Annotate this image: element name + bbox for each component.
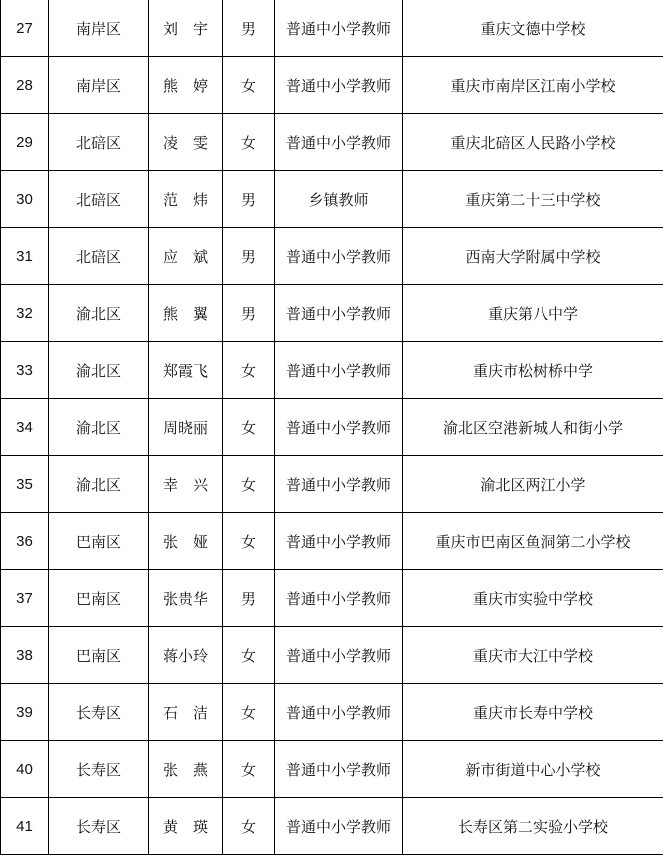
name-cell: 张贵华	[149, 570, 223, 627]
row-number: 33	[1, 342, 49, 399]
district-cell: 渝北区	[49, 456, 149, 513]
district-cell: 长寿区	[49, 684, 149, 741]
category-cell: 普通中小学教师	[275, 342, 403, 399]
gender-cell: 女	[223, 342, 275, 399]
gender-cell: 男	[223, 285, 275, 342]
category-cell: 普通中小学教师	[275, 570, 403, 627]
category-cell: 普通中小学教师	[275, 399, 403, 456]
gender-cell: 女	[223, 399, 275, 456]
district-cell: 渝北区	[49, 399, 149, 456]
row-number: 39	[1, 684, 49, 741]
district-cell: 北碚区	[49, 228, 149, 285]
school-cell: 新市街道中心小学校	[403, 741, 663, 798]
category-cell: 普通中小学教师	[275, 228, 403, 285]
school-cell: 重庆文德中学校	[403, 0, 663, 57]
name-cell: 刘 宇	[149, 0, 223, 57]
gender-cell: 女	[223, 741, 275, 798]
district-cell: 北碚区	[49, 171, 149, 228]
category-cell: 普通中小学教师	[275, 684, 403, 741]
table-row	[1, 798, 663, 855]
name-cell: 黄 瑛	[149, 798, 223, 855]
school-cell: 西南大学附属中学校	[403, 228, 663, 285]
school-cell: 重庆市巴南区鱼洞第二小学校	[403, 513, 663, 570]
name-cell: 应 斌	[149, 228, 223, 285]
category-cell: 普通中小学教师	[275, 513, 403, 570]
gender-cell: 男	[223, 228, 275, 285]
table-row	[1, 171, 663, 228]
table-row	[1, 0, 663, 57]
name-cell: 范 炜	[149, 171, 223, 228]
category-cell: 普通中小学教师	[275, 285, 403, 342]
table-row	[1, 456, 663, 513]
category-cell: 普通中小学教师	[275, 114, 403, 171]
school-cell: 重庆市松树桥中学	[403, 342, 663, 399]
school-cell: 重庆第八中学	[403, 285, 663, 342]
gender-cell: 女	[223, 114, 275, 171]
table-row	[1, 684, 663, 741]
row-number: 29	[1, 114, 49, 171]
name-cell: 熊 婷	[149, 57, 223, 114]
school-cell: 长寿区第二实验小学校	[403, 798, 663, 855]
row-number: 28	[1, 57, 49, 114]
gender-cell: 女	[223, 684, 275, 741]
name-cell: 郑霞飞	[149, 342, 223, 399]
name-cell: 凌 雯	[149, 114, 223, 171]
table-row	[1, 342, 663, 399]
row-number: 35	[1, 456, 49, 513]
name-cell: 蒋小玲	[149, 627, 223, 684]
district-cell: 巴南区	[49, 627, 149, 684]
row-number: 37	[1, 570, 49, 627]
district-cell: 长寿区	[49, 741, 149, 798]
school-cell: 重庆第二十三中学校	[403, 171, 663, 228]
category-cell: 普通中小学教师	[275, 627, 403, 684]
gender-cell: 女	[223, 513, 275, 570]
row-number: 32	[1, 285, 49, 342]
gender-cell: 女	[223, 627, 275, 684]
gender-cell: 男	[223, 0, 275, 57]
row-number: 41	[1, 798, 49, 855]
row-number: 36	[1, 513, 49, 570]
school-cell: 重庆市长寿中学校	[403, 684, 663, 741]
school-cell: 重庆市大江中学校	[403, 627, 663, 684]
school-cell: 渝北区空港新城人和街小学	[403, 399, 663, 456]
row-number: 27	[1, 0, 49, 57]
district-cell: 渝北区	[49, 342, 149, 399]
name-cell: 幸 兴	[149, 456, 223, 513]
category-cell: 普通中小学教师	[275, 741, 403, 798]
table-row	[1, 513, 663, 570]
row-number: 31	[1, 228, 49, 285]
name-cell: 周晓丽	[149, 399, 223, 456]
table-row	[1, 399, 663, 456]
category-cell: 普通中小学教师	[275, 456, 403, 513]
category-cell: 普通中小学教师	[275, 57, 403, 114]
district-cell: 北碚区	[49, 114, 149, 171]
gender-cell: 女	[223, 57, 275, 114]
row-number: 34	[1, 399, 49, 456]
table-body	[1, 0, 663, 855]
gender-cell: 男	[223, 570, 275, 627]
school-cell: 重庆市南岸区江南小学校	[403, 57, 663, 114]
table-row	[1, 570, 663, 627]
district-cell: 长寿区	[49, 798, 149, 855]
name-cell: 张 娅	[149, 513, 223, 570]
school-cell: 重庆市实验中学校	[403, 570, 663, 627]
district-cell: 南岸区	[49, 0, 149, 57]
gender-cell: 女	[223, 798, 275, 855]
row-number: 40	[1, 741, 49, 798]
district-cell: 南岸区	[49, 57, 149, 114]
table-row	[1, 228, 663, 285]
name-cell: 张 燕	[149, 741, 223, 798]
category-cell: 乡镇教师	[275, 171, 403, 228]
table-row	[1, 285, 663, 342]
school-cell: 重庆北碚区人民路小学校	[403, 114, 663, 171]
school-cell: 渝北区两江小学	[403, 456, 663, 513]
category-cell: 普通中小学教师	[275, 0, 403, 57]
row-number: 30	[1, 171, 49, 228]
table-row	[1, 741, 663, 798]
gender-cell: 女	[223, 456, 275, 513]
district-cell: 巴南区	[49, 570, 149, 627]
gender-cell: 男	[223, 171, 275, 228]
category-cell: 普通中小学教师	[275, 798, 403, 855]
name-cell: 熊 翼	[149, 285, 223, 342]
table-row	[1, 57, 663, 114]
district-cell: 渝北区	[49, 285, 149, 342]
district-cell: 巴南区	[49, 513, 149, 570]
name-cell: 石 洁	[149, 684, 223, 741]
row-number: 38	[1, 627, 49, 684]
table-row	[1, 114, 663, 171]
table-row	[1, 627, 663, 684]
